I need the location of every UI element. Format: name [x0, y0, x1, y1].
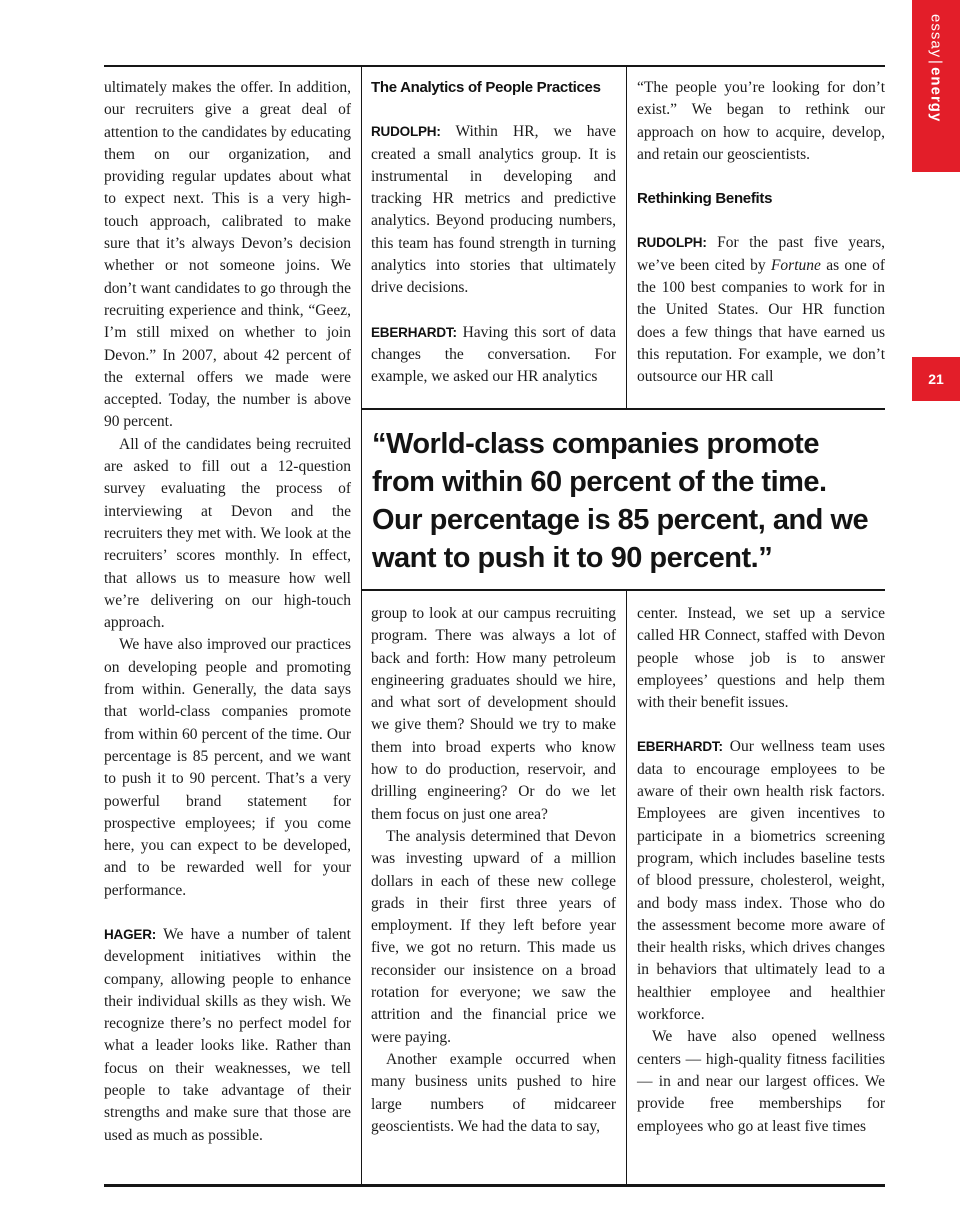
article-content — [104, 65, 885, 1187]
paragraph: All of the candidates being recruited are asked to fill out a 12-question survey evaluating the process of interviewing at Devon and the recruiters they met with. We look at the recruiters’ scores monthly. In effect, that allows us to measure how well we’re delivering on our high-touch approach. — [104, 435, 351, 632]
paragraph: “The people you’re looking for don’t exist.” We began to rethink our approach on how to acquire, develop, and retain our geoscientists. — [637, 79, 885, 163]
column-middle-top — [362, 67, 627, 408]
column-left — [104, 67, 362, 1184]
section-tab-energy: energy — [927, 67, 945, 123]
paragraph: We have also improved our practices on developing people and promoting from within. Generally, the data says that world-class companies promote from within 60 percent of the time. Our percentage is 85 percent, and we want to push it to 90 percent. That’s a very powerful brand statement for prospective employees; if you come here, you can expect to be developed, and to be rewarded well for your performance. — [104, 636, 351, 899]
paragraph: group to look at our campus recruiting program. There was always a lot of back and forth: How many petroleum engineering graduates should we hire, and what sort of development should we give them? Should we try to make them into broad experts who know how to do production, reservoir, and drilling engineering? Or do we let them focus on just one area? — [371, 605, 616, 823]
page-number-badge — [912, 357, 960, 401]
column-right-bottom — [627, 591, 885, 1184]
section-tab-divider: | — [927, 60, 945, 66]
section-tab-label — [928, 0, 945, 172]
pull-quote-text: “World-class companies promote from within 60 percent of the time. Our percentage is 85 percent, and we want to push it to 90 percent.” — [372, 428, 869, 574]
section-tab-essay: essay — [927, 14, 945, 59]
column-right-top — [627, 67, 885, 408]
paragraph: Another example occurred when many business units pushed to hire large numbers of midcareer geoscientists. We had the data to say, — [371, 1050, 616, 1135]
paragraph-eberhardt — [371, 322, 616, 389]
paragraph-text: For the past five years, we’ve been cited by — [637, 234, 885, 274]
right-columns-region — [362, 67, 885, 1184]
speaker-label: RUDOLPH: — [637, 235, 707, 251]
paragraph-rudolph — [637, 232, 885, 388]
page-number: 21 — [928, 371, 944, 387]
paragraph: center. Instead, we set up a service called HR Connect, staffed with Devon people whose job is to answer employees’ questions and help them with their benefit issues. — [637, 605, 885, 712]
lower-row — [362, 591, 885, 1184]
paragraph-text: Our wellness team uses data to encourage employees to be aware of their own health risk factors. Employees are given incentives to participate in a biometrics screening program, which includes baseline tests of blood pressure, cholesterol, weight, and body mass index. Those who do the assessment become more aware of their health risks, which drives changes in behaviors that ultimately lead to a healthier employee and healthier workforce. — [637, 738, 885, 1024]
paragraph-hager — [104, 924, 351, 1147]
italic-fortune: Fortune — [770, 256, 821, 274]
speaker-label: RUDOLPH: — [371, 124, 441, 140]
paragraph-text: We have a number of talent development initiatives within the company, allowing people to enhance their individual skills as they wish. We recognize there’s no perfect model for what a leader looks like. Rather than focus on their weaknesses, we tell people to take advantage of their strengths and make sure that those are used as much as possible. — [104, 925, 351, 1144]
paragraph-rudolph — [371, 121, 616, 299]
section-heading-benefits: Rethinking Benefits — [637, 190, 773, 208]
section-heading-analytics: The Analytics of People Practices — [371, 79, 601, 96]
speaker-label: HAGER: — [104, 926, 157, 942]
paragraph: ultimately makes the offer. In addition, our recruiters give a great deal of attention to the candidates by educating them on our organization, and providing regular updates about what to expect next. This is a very high-touch approach, calibrated to make sure that it’s always Devon’s decision whether or not someone joins. We don’t want candidates to go through the recruiting experience and think, “Geez, I’m still mixed on whether to join Devon.” In 2007, about 42 percent of the external offers we made were accepted. Today, the number is above 90 percent. — [104, 79, 351, 431]
paragraph-text: Within HR, we have created a small analytics group. It is instrumental in developing and tracking HR metrics and predictive analytics. Beyond producing numbers, this team has found strength in turning analytics into stories that ultimately drive decisions. — [371, 123, 616, 297]
paragraph: We have also opened wellness centers — high-quality fitness facilities — in and near our largest offices. We provide free memberships for employees who go at least five times — [637, 1028, 885, 1135]
pull-quote — [362, 408, 885, 591]
speaker-label: EBERHARDT: — [371, 324, 457, 340]
column-middle-bottom — [362, 591, 627, 1184]
paragraph-text: as one of the 100 best companies to work for in the United States. Our HR function does a few things that have earned us this reputation. For example, we don’t outsource our HR call — [637, 256, 885, 386]
section-tab — [912, 0, 960, 172]
upper-row — [362, 67, 885, 408]
paragraph-text: Having this sort of data changes the conversation. For example, we asked our HR analytics — [371, 323, 616, 386]
speaker-label: EBERHARDT: — [637, 739, 723, 755]
paragraph-eberhardt — [637, 736, 885, 1026]
paragraph: The analysis determined that Devon was investing upward of a million dollars in each of these new college grads in their first three years of employment. If they left before year five, we got no return. This made us reconsider our insistence on a broad rotation for everyone; we saw the attrition and the financial price we were paying. — [371, 827, 616, 1046]
